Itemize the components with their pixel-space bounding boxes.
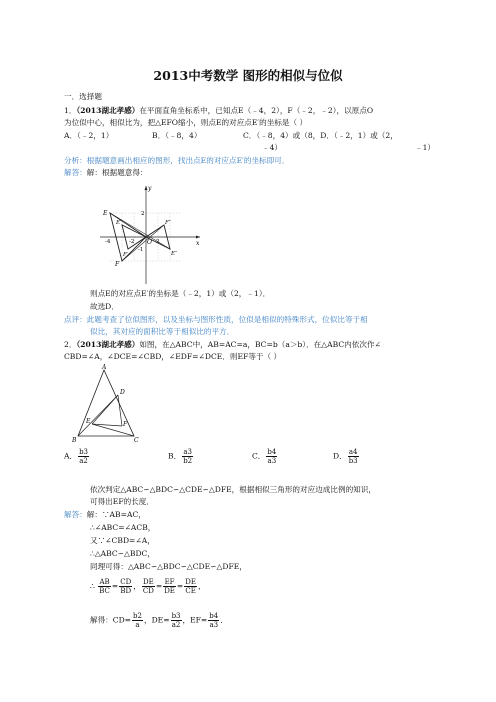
q1-line1: 1．（2013湖北孝感）在平面直角坐标系中，已知点E（﹣4，2），F（﹣2，﹣2），以原点O [64, 106, 374, 115]
point-e-label-2: E [86, 418, 91, 425]
q2-solution-4: ∴△ABC∽△BDC， [90, 549, 155, 558]
q2-triangle-figure [68, 364, 148, 444]
point-f-double-prime-label: F″ [165, 220, 171, 226]
origin-label: O [147, 239, 152, 246]
q2-ratio-equation: ∴ $\frac{AB}{BC}$ = $\frac{CD}{BD}$ ， $\frac{DE}{CD}$ = $\frac{EF}{DE}$ = $\frac{DE}{CE}$ ， [90, 578, 206, 595]
point-f-label: F [115, 261, 120, 268]
point-d-label: D [120, 389, 125, 396]
q2-option-c: C． $\frac{b4}{a3}$ [252, 448, 277, 465]
point-e-label: E [103, 210, 108, 217]
q2-option-d: D． $\frac{a4}{b3}$ [333, 448, 358, 465]
point-f-label-2: F [123, 421, 128, 428]
page-title: 2013中考数学 图形的相似与位似 [153, 68, 343, 83]
tick-2: 2 [156, 239, 160, 245]
tick-minus2: -2 [129, 239, 135, 245]
q2-analysis-2: 可得出EF的长度． [90, 497, 154, 506]
q2-final-solution: 解得：CD= $\frac{b2}{a}$ ，DE= $\frac{b3}{a2}$ ，EF= $\frac{b4}{a3}$ ． [90, 612, 228, 629]
section-heading: 一．选择题 [64, 92, 102, 101]
point-e-double-prime-label: E″ [171, 251, 178, 257]
q1-line2: 为位似中心，相似比为，把△EFO缩小，则点E的对应点E′的坐标是（ ） [64, 118, 308, 127]
tick-y-minus1: -1 [138, 247, 144, 253]
q2-solution-3: 又∵∠CBD=∠A， [90, 536, 155, 545]
q2-option-a: A． $\frac{b3}{a2}$ [64, 448, 89, 465]
q1-comment-1: 点评：此题考查了位似图形，以及坐标与图形性质，位似是相似的特殊形式，位似比等于相 [64, 315, 368, 324]
q1-option-a: A．（﹣2，1） [64, 131, 114, 140]
q1-solution: 解答：解：根据题意得： [64, 168, 148, 177]
point-f-prime-label: F′ [123, 252, 129, 258]
q1-option-c-d: C．（﹣8，4）或（8，D．（﹣2，1）或（2， [243, 131, 398, 140]
q1-choice: 故选D． [90, 302, 119, 311]
vertex-c-label: C [134, 437, 139, 444]
q2-line1: 2．（2013湖北孝感）如图，在△ABC中，AB=AC=a，BC=b（a＞b）．在△ABC内依次作∠ [64, 340, 381, 349]
q1-analysis: 分析：根据题意画出相应的图形，找出点E的对应点E′的坐标即可． [64, 156, 290, 165]
q2-line2: CBD=∠A，∠DCE=∠CBD，∠EDF=∠DCE．则EF等于（ ） [64, 352, 282, 361]
q1-option-b: B．（﹣8，4） [152, 131, 202, 140]
vertex-a-label: A [102, 364, 107, 371]
vertex-b-label: B [72, 437, 77, 444]
q2-option-b: B． $\frac{a3}{b2}$ [168, 448, 193, 465]
q1-option-c-cont: ﹣4） [262, 143, 283, 152]
q1-comment-2: 似比，其对应的面积比等于相似比的平方． [90, 327, 235, 336]
axis-y-label: y [148, 185, 152, 192]
axis-x-label: x [196, 240, 200, 247]
q2-solution-1: 解答：解：∵AB=AC， [64, 510, 146, 519]
q1-option-d-cont: ﹣1） [415, 143, 436, 152]
q1-result: 则点E的对应点E′的坐标是（﹣2，1）或（2，﹣1）． [90, 289, 271, 298]
tick-y2: 2 [141, 211, 145, 217]
point-e-prime-label: E′ [116, 220, 122, 226]
q2-solution-2: ∴∠ABC=∠ACB， [90, 523, 156, 532]
q2-solution-5: 同理可得：△ABC∽△BDC∽△CDE∽△DFE， [90, 562, 247, 571]
tick-minus4: -4 [105, 239, 111, 245]
q2-analysis-1: 依次判定△ABC∽△BDC∽△CDE∽△DFE，根据相似三角形的对应边成比例的知识， [90, 485, 376, 494]
q1-coordinate-figure [96, 180, 208, 288]
